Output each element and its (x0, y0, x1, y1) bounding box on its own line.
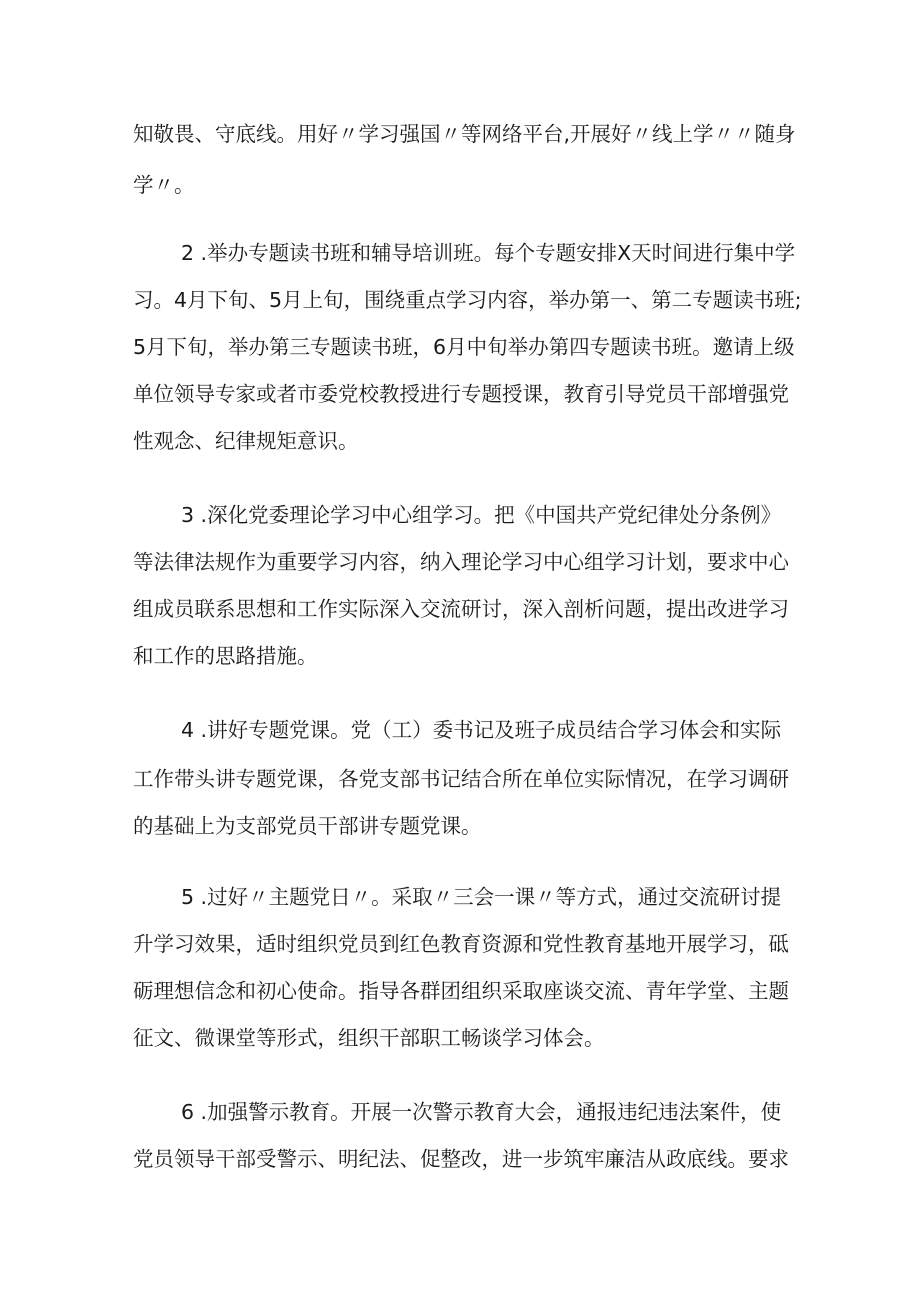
paragraph-line: 工作带头讲专题党课，各党支部书记结合所在单位实际情况，在学习调研 (133, 767, 789, 791)
paragraph-line: 党员领导干部受警示、明纪法、促整改，进一步筑牢廉洁从政底线。要求 (133, 1147, 789, 1171)
paragraph-line: 学〃。 (133, 173, 195, 197)
paragraph-line: 5 .过好〃主题党日〃。采取〃三会一课〃等方式，通过交流研讨提 (181, 885, 782, 909)
paragraph-line: 4 .讲好专题党课。党（工）委书记及班子成员结合学习体会和实际 (181, 718, 782, 742)
paragraph-line: 征文、微课堂等形式，组织干部职工畅谈学习体会。 (133, 1026, 605, 1050)
paragraph-line: 单位领导专家或者市委党校教授进行专题授课，教育引导党员干部增强党 (133, 382, 789, 406)
paragraph-line: 的基础上为支部党员干部讲专题党课。 (133, 814, 482, 838)
paragraph-line: 6 .加强警示教育。开展一次警示教育大会，通报违纪违法案件，使 (181, 1100, 782, 1124)
paragraph-line: 组成员联系思想和工作实际深入交流研讨，深入剖析问题，提出改进学习 (133, 597, 789, 621)
paragraph-line: 3 .深化党委理论学习中心组学习。把《中国共产党纪律处分条例》 (181, 503, 782, 527)
paragraph-line: 等法律法规作为重要学习内容，纳入理论学习中心组学习计划，要求中心 (133, 550, 789, 574)
paragraph-line: 知敬畏、守底线。用好〃学习强国〃等网络平台,开展好〃线上学〃〃随身 (133, 122, 796, 146)
paragraph-line: 和工作的思路措施。 (133, 644, 318, 668)
paragraph-line: 砺理想信念和初心使命。指导各群团组织采取座谈交流、青年学堂、主题 (133, 979, 789, 1003)
paragraph-line: 性观念、纪律规矩意识。 (133, 429, 359, 453)
paragraph-line: 升学习效果，适时组织党员到红色教育资源和党性教育基地开展学习，砥 (133, 932, 789, 956)
paragraph-line: 5月下旬，举办第三专题读书班，6月中旬举办第四专题读书班。邀请上级 (133, 335, 795, 359)
paragraph-line: 2 .举办专题读书班和辅导培训班。每个专题安排X天时间进行集中学 (181, 241, 796, 265)
paragraph-line: 习。4月下旬、5月上旬，围绕重点学习内容，举办第一、第二专题读书班; (133, 288, 802, 312)
